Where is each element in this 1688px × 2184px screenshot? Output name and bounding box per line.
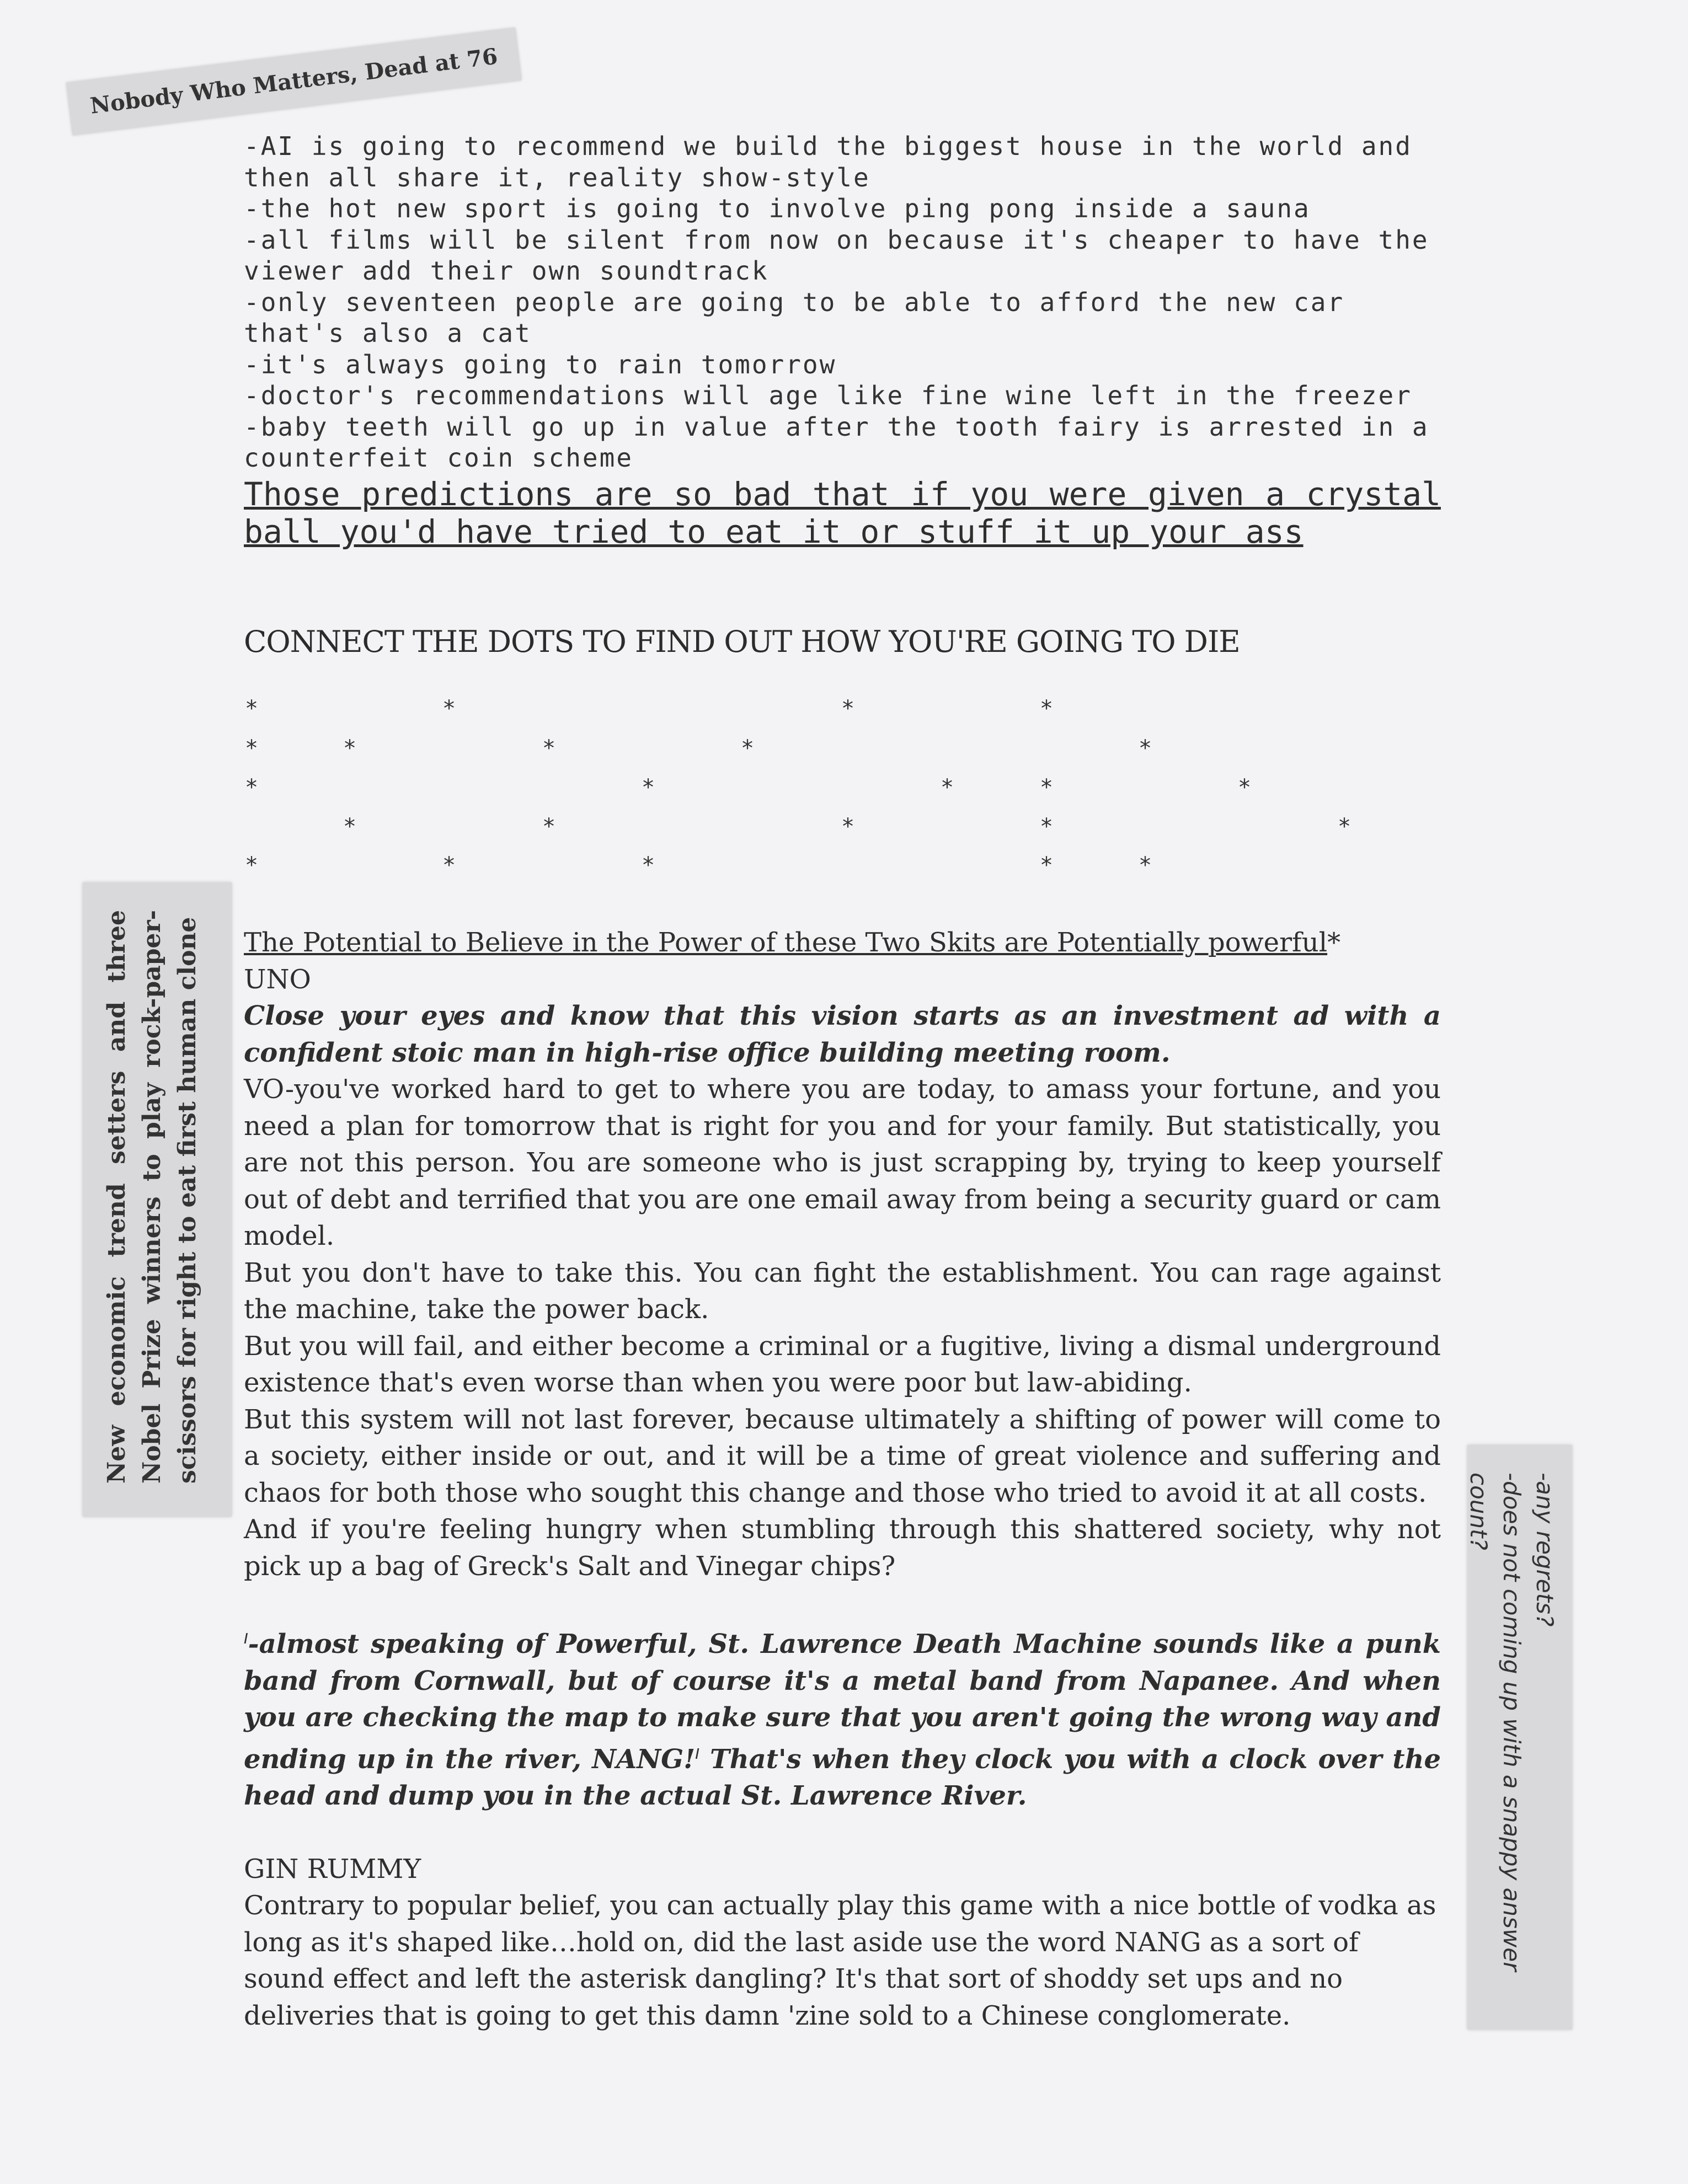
- aside-paragraph: [244, 1621, 1441, 1814]
- prediction-item: -all films will be silent from now on because it's cheaper to have the viewer add their own soundtrack: [244, 224, 1429, 286]
- predictions-list: [244, 131, 1441, 474]
- dot: *: [344, 736, 355, 761]
- skit-paragraph: And if you're feeling hungry when stumbling through this shattered society, why not pick up a bag of Greck's Salt and Vinegar chips?: [244, 1514, 1441, 1582]
- dot: *: [1041, 814, 1052, 839]
- skit-paragraph: But this system will not last forever, because ultimately a shifting of power will come to a society, either inside or out, and it will be a time of great violence and suffering and chaos for both those who sought this change and those who tried to avoid it at all costs.: [244, 1404, 1441, 1508]
- dot: *: [742, 736, 753, 761]
- prediction-item: -it's always going to rain tomorrow: [244, 349, 837, 379]
- skits-title-mark: *: [1327, 927, 1341, 958]
- clipping-title-text: Nobody Who Matters, Dead at 76: [88, 43, 499, 119]
- aside-mark2: ǀ: [695, 1746, 699, 1763]
- dot: *: [1041, 775, 1052, 800]
- clipping-right-line2: -does not coming up with a snappy answer count?: [1465, 1473, 1525, 1972]
- prediction-item: -only seventeen people are going to be able to afford the new car that's also a cat: [244, 287, 1345, 348]
- dot: *: [842, 814, 853, 839]
- tape-clipping-title: [66, 28, 522, 135]
- skits-section: [244, 924, 1441, 2034]
- dot: *: [1239, 775, 1250, 800]
- dot: *: [1339, 814, 1350, 839]
- dot: *: [543, 814, 554, 839]
- clipping-right-text: [1467, 1462, 1567, 2024]
- dot: *: [1140, 853, 1151, 878]
- tape-clipping-left: [83, 882, 232, 1517]
- clipping-left-text: New economic trend setters and three Nobel Prize winners to play rock-paper-scissors for right to eat first human clone: [103, 910, 201, 1484]
- prediction-item: -baby teeth will go up in value after the tooth fairy is arrested in a counterfeit coin scheme: [244, 411, 1429, 473]
- tape-clipping-right: [1467, 1445, 1572, 2030]
- dot: *: [1041, 696, 1052, 721]
- dot: *: [1140, 736, 1151, 761]
- uno-label: UNO: [244, 963, 311, 995]
- connect-dots-heading: CONNECT THE DOTS TO FIND OUT HOW YOU'RE GOING TO DIE: [244, 624, 1240, 659]
- gin-rummy-text: Contrary to popular belief, you can actually play this game with a nice bottle of vodka as long as it's shaped like…hold on, did the last aside use the word NANG as a sort of sound effect and left the asterisk dangling? It's that sort of shoddy set ups and no deliveries that is going to get this damn 'zine sold to a Chinese conglomerate.: [244, 1890, 1436, 2031]
- dot: *: [543, 736, 554, 761]
- aside-part2: That's when they clock you with a clock over the head and dump you in the actual St. Lawrence River.: [244, 1743, 1441, 1811]
- uno-direction: Close your eyes and know that this vision starts as an investment ad with a confident stoic man in high-rise office building meeting room.: [244, 1000, 1441, 1068]
- dot: *: [842, 696, 853, 721]
- dot: *: [643, 775, 654, 800]
- dot: *: [246, 736, 257, 761]
- aside-mark: ǀ: [244, 1631, 248, 1647]
- prediction-item: -the hot new sport is going to involve ping pong inside a sauna: [244, 194, 1311, 223]
- dot: *: [246, 696, 257, 721]
- dot: *: [344, 814, 355, 839]
- gin-rummy-title: GIN RUMMY: [244, 1853, 421, 1885]
- dot: *: [942, 775, 953, 800]
- dot: *: [1041, 853, 1052, 878]
- dot: *: [643, 853, 654, 878]
- prediction-item: -AI is going to recommend we build the biggest house in the world and then all share it, reality show-style: [244, 131, 1412, 192]
- dot: *: [246, 775, 257, 800]
- dot: *: [444, 696, 455, 721]
- skit-paragraph: VO-you've worked hard to get to where you are today, to amass your fortune, and you need a plan for tomorrow that is right for you and for your family. But statistically, you are not this person. You are someone who is just scrapping by, trying to keep yourself out of debt and terrified that you are one email away from being a security guard or cam model.: [244, 1074, 1441, 1251]
- skit-paragraph: But you will fail, and either become a criminal or a fugitive, living a dismal underground existence that's even worse than when you were poor but law-abiding.: [244, 1330, 1441, 1398]
- dot: *: [246, 853, 257, 878]
- dot: *: [444, 853, 455, 878]
- skit-paragraph: But you don't have to take this. You can fight the establishment. You can rage against the machine, take the power back.: [244, 1257, 1441, 1325]
- skits-title: The Potential to Believe in the Power of these Two Skits are Potentially powerful: [244, 927, 1328, 958]
- aside-part1: -almost speaking of Powerful, St. Lawrence Death Machine sounds like a punk band from Cornwall, but of course it's a metal band from Napanee. And when you are checking the map to make sure that you aren't going the wrong way and ending up in the river, NANG!: [244, 1629, 1441, 1775]
- prediction-item: -doctor's recommendations will age like fine wine left in the freezer: [244, 381, 1412, 410]
- crystal-ball-line: Those predictions are so bad that if you were given a crystal ball you'd have tried to eat it or stuff it up your ass: [244, 475, 1441, 550]
- clipping-right-line1: -any regrets?: [1531, 1473, 1558, 1627]
